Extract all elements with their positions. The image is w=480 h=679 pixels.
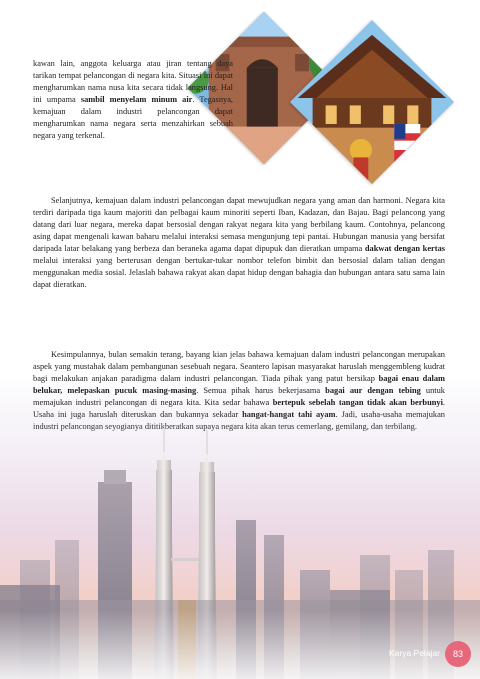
paragraph-1-idiom: sambil menyelam minum air [80, 95, 193, 104]
city-skyline-image [0, 410, 480, 679]
paragraph-1-text-a: kawan lain, anggota keluarga atau jiran tentang daya tarikan tempat pelancongan di negara kita. Situasi ini dapat mengharumkan nama nusa kita secara tidak langsung. Hal ini umpama [33, 59, 233, 104]
paragraph-1-text-b: . Tegasnya, kemajuan dalam industri pelancongan dapat mengharumkan nama negara serta menzahirkan sebuah negara yang terkenal. [33, 95, 234, 140]
footer-label: Karya Pelajar [388, 648, 440, 658]
paragraph-3-text-b: . Semua pihak harus bekerjasama [196, 386, 326, 395]
paragraph-2-text-b: melalui interaksi yang berterusan dengan bertukar-tukar nombor telefon bimbit dan bersosial dalam talian dengan menggunakan media sosial. Jelaslah bahawa rakyat akan dapat hidup dengan bahagia dan hubungan antara satu sama lain dapat dieratkan. [33, 256, 445, 289]
paragraph-3-idiom-2: bagai aur dengan tebing [325, 386, 421, 395]
paragraph-3-idiom-1: bagai enau dalam belukar, melepaskan pucuk masing-masing [33, 374, 446, 395]
paragraph-2 [33, 195, 445, 291]
paragraph-1 [33, 58, 233, 142]
paragraph-3-text-d: . [442, 398, 445, 407]
paragraph-2-idiom: dakwat dengan kertas [364, 244, 446, 253]
paragraph-3-idiom-3: bertepuk sebelah tangan tidak akan berbunyi [272, 398, 443, 407]
page-number-badge: 83 [445, 641, 471, 667]
paragraph-3-text-c: untuk memajukan industri pelancongan di negara kita. Kita sedar bahawa [33, 386, 445, 407]
heritage-building-photo [290, 20, 454, 184]
paragraph-2-text-a: Selanjutnya, kemajuan dalam industri pelancongan dapat mewujudkan negara yang aman dan harmoni. Negara kita terdiri daripada tiga kaum majoriti dan pelbagai kaum minoriti seperti Iban, Kadazan, dan Bajau. Bagi pelancong yang datang dari luar negara, mereka dapat bersosial dengan rakyat negara kita yang berbilang kaum. Contohnya, pelancong asing dapat mengenali kawan baharu melalui interaksi semasa mengunjung tepi pantai. Hubungan manusia yang bersifat daripada latar belakang yang berbeza dan beraneka agama dapat dipupuk dan dieratkan umpama [33, 196, 445, 253]
paragraph-3-text-a: Kesimpulannya, bulan semakin terang, bayang kian jelas bahawa kemajuan dalam industri pelancongan merupakan aspek yang mustahak dalam pembangunan sesebuah negara. Seantero lapisan masyarakat haruslah menggembleng kudrat bagi melakukan anjakan paradigma dalam industri pelancongan. Tiada pihak yang patut bersikap [33, 350, 445, 383]
